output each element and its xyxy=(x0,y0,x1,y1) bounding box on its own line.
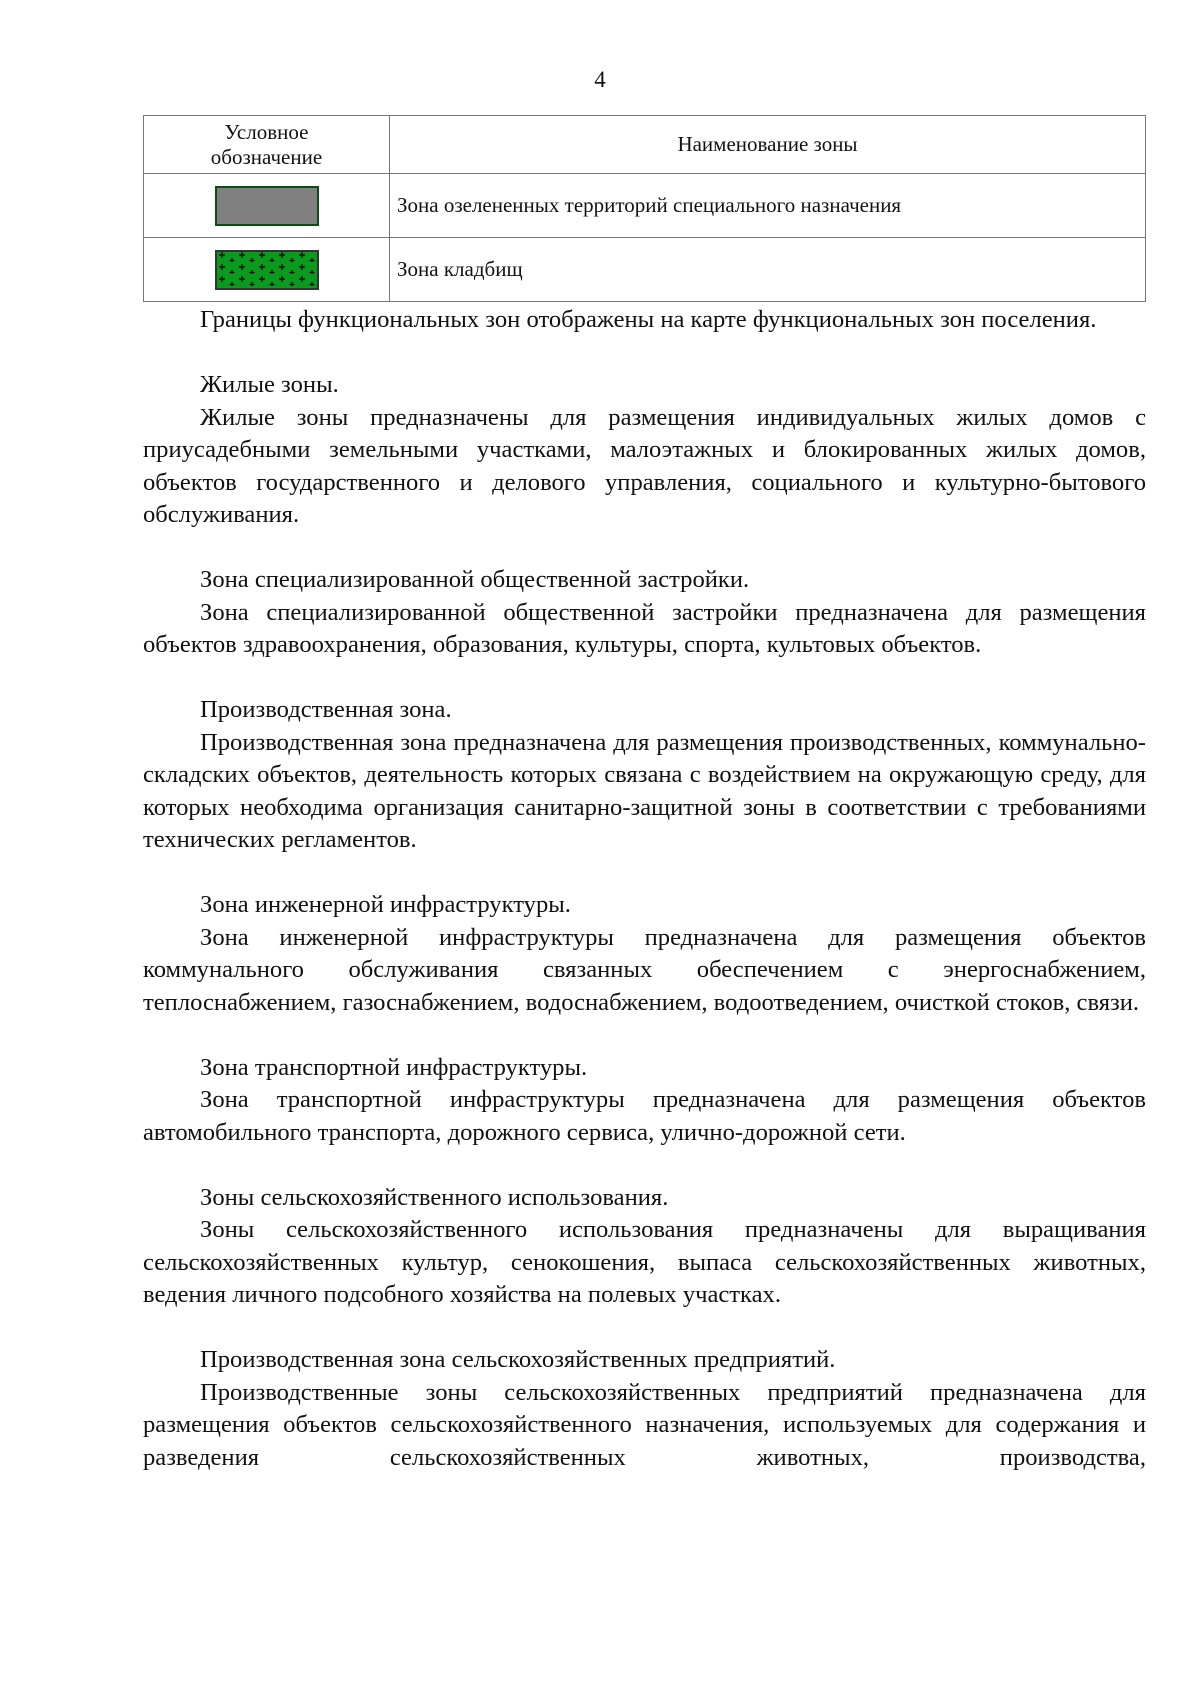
document-body xyxy=(143,304,1146,1474)
legend-header-symbol xyxy=(144,116,390,174)
section-heading: Зоны сельскохозяйственного использования. xyxy=(200,1183,669,1211)
section-paragraph: Зоны сельскохозяйственного использования предназначены для выращивания сельскохозяйственных культур, сенокошения, выпаса сельскохозяйственных животных, ведения личного подсобного хозяйства на полевых участках. xyxy=(143,1216,1146,1308)
section-heading: Жилые зоны. xyxy=(200,371,339,398)
green-cross-pattern-swatch-icon xyxy=(215,250,319,290)
section-paragraph: Зона специализированной общественной застройки предназначена для размещения объектов здравоохранения, образования, культуры, спорта, культовых объектов. xyxy=(143,598,1146,658)
legend-row xyxy=(144,174,1146,238)
section-paragraph: Зона инженерной инфраструктуры предназначена для размещения объектов коммунального обслуживания связанных обеспечением с энергоснабжением, теплоснабжением, газоснабжением, водоснабжением, водоотведением, очисткой стоков, связи. xyxy=(143,923,1146,1016)
section-paragraph: Зона транспортной инфраструктуры предназначена для размещения объектов автомобильного транспорта, дорожного сервиса, улично-дорожной сети. xyxy=(143,1086,1146,1146)
legend-zone-name: Зона кладбищ xyxy=(390,238,1146,302)
gray-fill-swatch-icon xyxy=(215,186,319,226)
section-heading: Зона специализированной общественной застройки. xyxy=(200,566,750,593)
legend-symbol-cell xyxy=(144,238,390,302)
intro-paragraph: Границы функциональных зон отображены на карте функциональных зон поселения. xyxy=(200,306,1097,333)
legend-symbol-cell xyxy=(144,174,390,238)
legend-row xyxy=(144,238,1146,302)
legend-header-name: Наименование зоны xyxy=(390,116,1146,174)
section-heading: Зона транспортной инфраструктуры. xyxy=(200,1053,588,1081)
section-heading: Производственная зона сельскохозяйственных предприятий. xyxy=(200,1346,836,1373)
legend-header-symbol-text: Условное обозначение xyxy=(210,119,323,169)
legend-table xyxy=(143,115,1146,302)
section-paragraph: Производственная зона предназначена для размещения производственных, коммунально-складских объектов, деятельность которых связана с воздействием на окружающую среду, для которых необходима организация санитарно-защитной зоны в соответствии с требованиями технических регламентов. xyxy=(143,728,1146,853)
section-heading: Производственная зона. xyxy=(200,696,452,723)
section-heading: Зона инженерной инфраструктуры. xyxy=(200,891,571,918)
section-paragraph: Производственные зоны сельскохозяйственных предприятий предназначена для размещения объектов сельскохозяйственного назначения, используемых для содержания и разведения сельскохозяйственных животных, производства, xyxy=(143,1378,1146,1471)
page-number: 4 xyxy=(594,67,606,92)
legend-zone-name: Зона озелененных территорий специального назначения xyxy=(390,174,1146,238)
legend-header-row xyxy=(144,116,1146,174)
section-paragraph: Жилые зоны предназначены для размещения индивидуальных жилых домов с приусадебными земельными участками, малоэтажных и блокированных жилых домов, объектов государственного и делового управления, социального и культурно-бытового обслуживания. xyxy=(143,403,1146,528)
